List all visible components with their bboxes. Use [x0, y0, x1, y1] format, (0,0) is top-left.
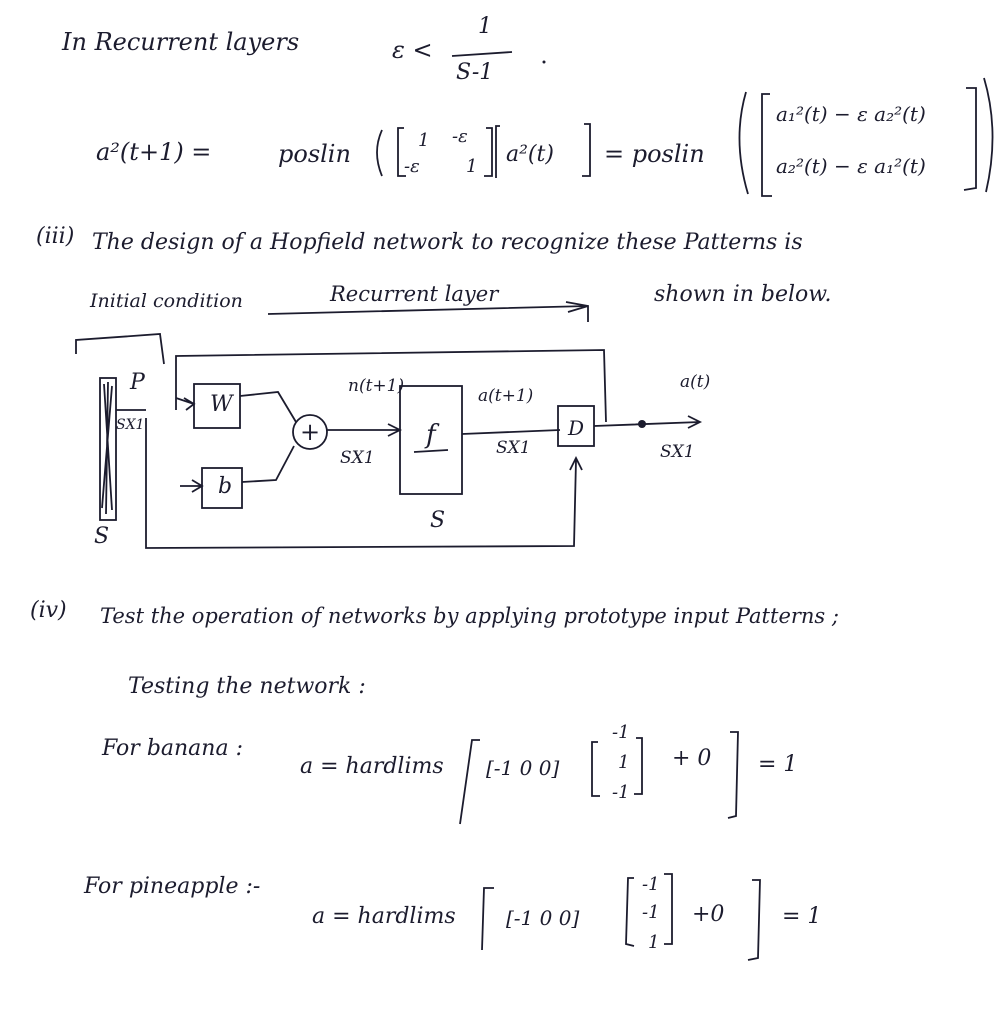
matrix-22: 1	[466, 156, 478, 177]
matrix-12: -ε	[452, 126, 468, 147]
bias-box	[202, 468, 242, 508]
pineapple-label: For pineapple :-	[84, 874, 261, 899]
weight-box	[194, 384, 240, 428]
section-4-text: Test the operation of networks by applying prototype input Patterns ;	[100, 604, 839, 628]
result-bracket-right	[964, 88, 976, 190]
initial-condition-line	[146, 416, 585, 548]
delay-d-label: D	[568, 416, 585, 440]
paren-left-2	[739, 92, 748, 194]
output-arrow	[594, 416, 700, 428]
sum-out-arrow	[327, 424, 400, 436]
banana-col-1: -1	[612, 722, 630, 743]
weight-in-arrow	[176, 398, 194, 410]
fraction-bar	[452, 52, 512, 56]
initial-condition-label: Initial condition	[90, 290, 243, 312]
bias-out-line	[242, 446, 294, 482]
matrix-bracket-left	[398, 128, 406, 176]
epsilon-numerator: 1	[478, 14, 492, 39]
output-size-label: SX1	[660, 442, 695, 462]
input-p-label: P	[130, 370, 145, 395]
outer-bracket-left	[496, 126, 500, 178]
weight-out-line	[240, 392, 296, 422]
pineapple-col-bracket-left	[626, 878, 634, 946]
output-next-size-label: SX1	[496, 438, 531, 458]
pineapple-row-vector: [-1 0 0]	[506, 906, 580, 930]
eq-poslin-2: = poslin	[604, 140, 705, 168]
banana-col-2: 1	[618, 752, 630, 773]
paren-right-2	[984, 78, 993, 192]
testing-heading: Testing the network :	[128, 674, 366, 699]
banana-result: = 1	[758, 752, 798, 777]
weight-w-label: W	[210, 392, 233, 417]
result-row-2: a₂²(t) − ε a₁²(t)	[776, 154, 926, 178]
output-next-label: a(t+1)	[478, 386, 534, 406]
pineapple-col-3: 1	[648, 932, 660, 953]
dot	[543, 61, 546, 64]
net-input-label: n(t+1)	[348, 376, 405, 396]
result-bracket-left	[762, 94, 772, 196]
banana-big-bracket-left	[460, 740, 480, 824]
pineapple-col-1: -1	[642, 874, 660, 895]
banana-plus-bias: + 0	[672, 746, 712, 771]
vector-a: a²(t)	[506, 142, 554, 167]
banana-col-bracket-left	[592, 742, 600, 796]
banana-col-3: -1	[612, 782, 630, 803]
bias-b-label: b	[218, 474, 233, 499]
bias-in-arrow	[180, 480, 202, 492]
pineapple-big-bracket-left	[482, 888, 494, 950]
recurrent-intro: In Recurrent layers	[62, 28, 300, 56]
section-3-text: The design of a Hopfield network to recognize these Patterns is	[92, 230, 803, 255]
epsilon-lhs: ε <	[392, 36, 433, 64]
sum-junction	[293, 415, 327, 449]
outer-bracket-right	[582, 124, 590, 176]
pineapple-result: = 1	[782, 904, 822, 929]
pineapple-col-bracket-right	[664, 874, 672, 944]
pineapple-hardlims: a = hardlims	[312, 904, 456, 929]
banana-col-bracket-right	[634, 738, 642, 794]
banana-row-vector: [-1 0 0]	[486, 756, 560, 780]
epsilon-denominator: S-1	[456, 60, 494, 85]
delay-box	[558, 406, 594, 446]
net-size-label: SX1	[340, 448, 375, 468]
transfer-box	[400, 386, 462, 494]
initial-condition-bracket	[76, 334, 164, 364]
matrix-21: -ε	[404, 156, 420, 177]
transfer-f-label: f	[426, 420, 436, 450]
pineapple-big-bracket-right	[748, 880, 760, 960]
matrix-bracket-right	[484, 128, 492, 176]
transfer-slash-base	[414, 450, 448, 452]
banana-hardlims: a = hardlims	[300, 754, 444, 779]
banana-label: For banana :	[102, 736, 243, 761]
sum-plus-label: +	[300, 418, 321, 446]
pineapple-col-2: -1	[642, 902, 660, 923]
pineapple-plus-bias: +0	[692, 902, 725, 927]
input-size-label: SX1	[116, 417, 145, 433]
banana-big-bracket-right	[728, 732, 738, 818]
eq-lhs: a²(t+1) =	[96, 138, 212, 166]
section-3-marker: (iii)	[36, 224, 75, 249]
output-label: a(t)	[680, 372, 711, 392]
poslin-1: poslin	[278, 140, 351, 168]
layer-s-label: S	[430, 508, 446, 533]
input-vector-hatch	[102, 382, 112, 514]
section-4-marker: (iv)	[30, 598, 67, 623]
input-s-label: S	[94, 524, 110, 549]
paren-left-1	[377, 130, 382, 176]
matrix-11: 1	[418, 130, 430, 151]
recurrent-layer-bracket	[268, 306, 588, 322]
section-3-text-2: shown in below.	[654, 282, 832, 307]
output-node	[638, 420, 646, 428]
recurrent-layer-label: Recurrent layer	[330, 282, 499, 306]
transfer-out-line	[462, 430, 560, 434]
result-row-1: a₁²(t) − ε a₂²(t)	[776, 102, 926, 126]
